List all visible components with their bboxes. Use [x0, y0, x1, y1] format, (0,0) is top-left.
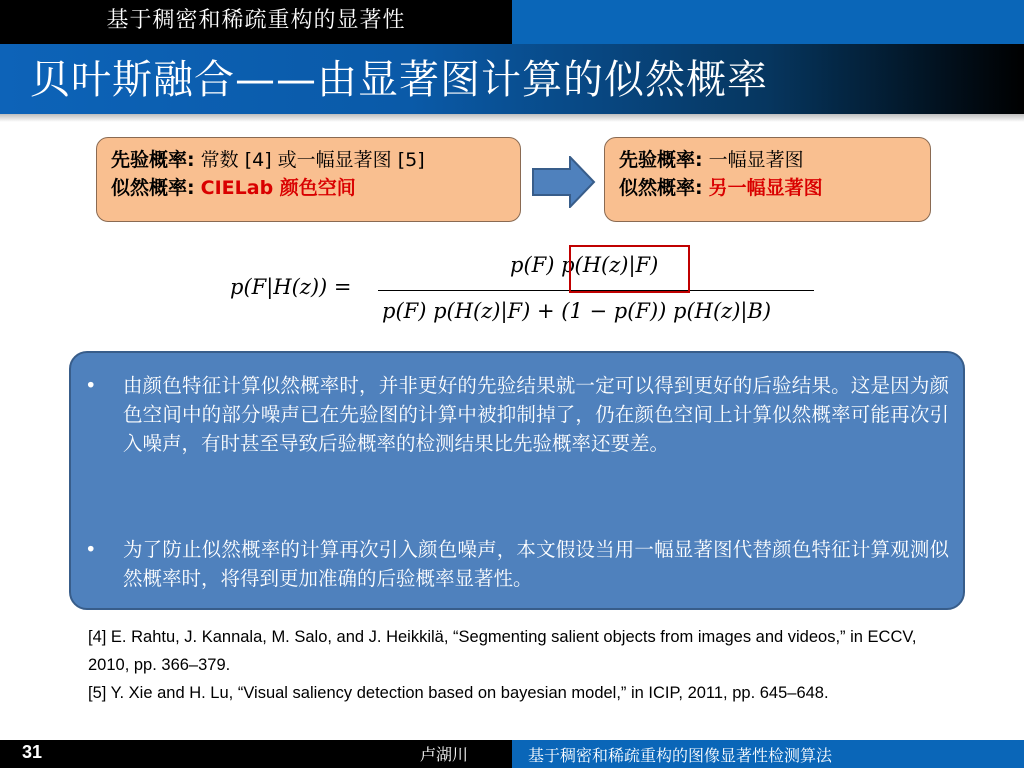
right-prior-value: 一幅显著图 [708, 149, 804, 171]
formula-denominator: p(F) p(H(z)|F) + (1 − p(F)) p(H(z)|B) [382, 299, 772, 323]
bullet-dot: • [85, 374, 97, 397]
section-title: 基于稠密和稀疏重构的显著性 [106, 8, 406, 33]
top-strip-right [512, 0, 1024, 44]
left-prior-value: 常数 [4] 或一幅显著图 [5] [200, 149, 425, 171]
references [88, 623, 948, 707]
footer [0, 740, 1024, 768]
likelihood-highlight-box [569, 245, 690, 293]
bullet-dot: • [85, 538, 97, 561]
right-prior-likelihood-box [604, 137, 931, 222]
author-name: 卢湖川 [420, 745, 469, 764]
bullet-text: 为了防止似然概率的计算再次引入颜色噪声，本文假设当用一幅显著图代替颜色特征计算观测似然概率时，将得到更加准确的后验概率显著性。 [123, 538, 949, 590]
slide-number: 31 [22, 742, 43, 762]
left-likelihood-key: 似然概率: [111, 177, 195, 199]
bayes-formula [230, 245, 830, 335]
right-likelihood-key: 似然概率: [619, 177, 703, 199]
right-prior-key: 先验概率: [619, 149, 703, 171]
left-prior-line [111, 146, 520, 174]
slide-title: 贝叶斯融合——由显著图计算的似然概率 [30, 57, 768, 103]
right-likelihood-line [619, 174, 930, 202]
right-likelihood-value: 另一幅显著图 [708, 177, 823, 199]
top-strip [0, 0, 1024, 44]
title-shadow [0, 114, 1024, 122]
footer-left [0, 740, 512, 768]
left-prior-key: 先验概率: [111, 149, 195, 171]
left-prior-likelihood-box [96, 137, 521, 222]
reference-4: [4] E. Rahtu, J. Kannala, M. Salo, and J. Heikkilä, “Segmenting salient objects from images and videos,” in ECCV, 2010, pp. 366–379. [88, 628, 917, 674]
explanation-box [69, 351, 965, 610]
title-bar [0, 44, 1024, 114]
bullet-text: 由颜色特征计算似然概率时，并非更好的先验结果就一定可以得到更好的后验结果。这是因为颜色空间中的部分噪声已在先验图的计算中被抑制掉了，仍在颜色空间上计算似然概率可能再次引入噪声，有时甚至导致后验概率的检测结果比先验概率还要差。 [123, 374, 949, 455]
talk-title: 基于稠密和稀疏重构的图像显著性检测算法 [528, 746, 833, 765]
left-likelihood-line [111, 174, 520, 202]
formula-numerator: p(F) p(H(z)|F) [510, 253, 659, 277]
reference-5: [5] Y. Xie and H. Lu, “Visual saliency detection based on bayesian model,” in ICIP, 2011, pp. 645–648. [88, 684, 829, 702]
formula-lhs: p(F|H(z)) = [230, 275, 352, 299]
left-likelihood-value: CIELab 颜色空间 [200, 177, 356, 199]
footer-right [512, 740, 1024, 768]
right-arrow-icon [532, 156, 596, 208]
right-prior-line [619, 146, 930, 174]
